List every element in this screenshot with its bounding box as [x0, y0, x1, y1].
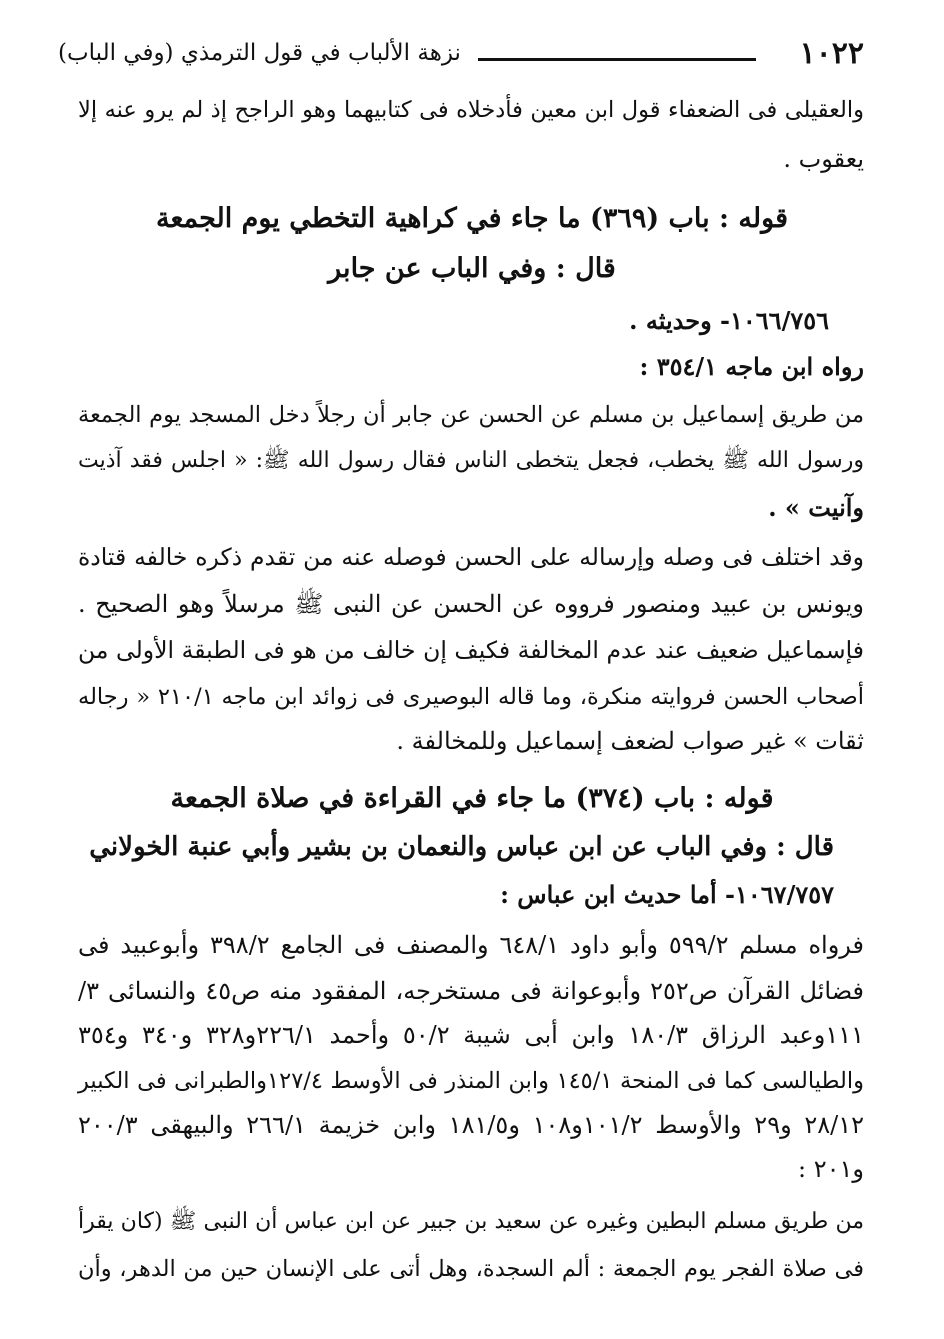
body-line: فرواه مسلم ٥٩٩/٢ وأبو داود ٦٤٨/١ والمصنف فى الجامع ٣٩٨/٢ وأبوعبيد فى — [78, 931, 865, 959]
page-header — [58, 34, 864, 74]
hadith-number: ١٠٦٧/٧٥٧- أما حديث ابن عباس : — [500, 880, 834, 909]
body-line: ٢٨/١٢ و٢٩ والأوسط ١٠١/٢و١٠٨ و١٨١/٥ وابن خزيمة ٢٦٦/١ والبيهقى ٢٠٠/٣ — [78, 1111, 864, 1139]
body-line: من طريق إسماعيل بن مسلم عن الحسن عن جابر أن رجلاً دخل المسجد يوم الجمعة — [78, 402, 864, 428]
body-line: فإسماعيل ضعيف عند عدم المخالفة فكيف إن خالف من هو فى الطبقة الأولى من — [78, 636, 864, 664]
section-subheading: قال : وفي الباب عن جابر — [328, 253, 616, 284]
section-heading: قوله : باب (٣٧٤) ما جاء في القراءة في صلاة الجمعة — [170, 783, 774, 814]
body-line: وقد اختلف فى وصله وإرساله على الحسن فوصله عنه من تقدم ذكره خالفه قتادة — [78, 543, 864, 571]
body-line: من طريق مسلم البطين وغيره عن سعيد بن جبير عن ابن عباس أن النبى ﷺ (كان يقرأ — [78, 1209, 864, 1234]
section-subheading: قال : وفي الباب عن ابن عباس والنعمان بن بشير وأبي عنبة الخولاني — [89, 832, 834, 862]
body-line: ثقات » غير صواب لضعف إسماعيل وللمخالفة . — [396, 727, 864, 755]
header-rule — [478, 58, 756, 61]
body-line: والطيالسى كما فى المنحة ١٤٥/١ وابن المنذر فى الأوسط ١٢٧/٤والطبرانى فى الكبير — [78, 1068, 864, 1094]
body-line: فى صلاة الفجر يوم الجمعة : ألم السجدة، وهل أتى على الإنسان حين من الدهر، وأن — [78, 1256, 864, 1282]
body-line: يعقوب . — [783, 145, 864, 173]
page-number: ١٠٢٢ — [799, 36, 864, 71]
hadith-number: ١٠٦٦/٧٥٦- وحديثه . — [629, 306, 829, 335]
body-line: ١١١وعبد الرزاق ١٨٠/٣ وابن أبى شيبة ٥٠/٢ وأحمد ٢٢٦/١و٣٢٨ و٣٤٠ و٣٥٤ — [78, 1021, 865, 1049]
body-line: و٢٠١ : — [798, 1155, 864, 1183]
body-line: ويونس بن عبيد ومنصور فرووه عن الحسن عن النبى ﷺ مرسلاً وهو الصحيح . — [78, 590, 864, 618]
body-line: والعقيلى فى الضعفاء قول ابن معين فأدخلاه فى كتابيهما وهو الراجح إذ لم يرو عنه إلا — [78, 97, 864, 123]
running-title: نزهة الألباب في قول الترمذي (وفي الباب) — [58, 40, 461, 66]
body-line: وآنيت » . — [768, 493, 864, 522]
body-line: فضائل القرآن ص٢٥٢ وأبوعوانة فى مستخرجه، المفقود منه ص٤٥ والنسائى ٣/ — [78, 977, 865, 1005]
section-heading: قوله : باب (٣٦٩) ما جاء في كراهية التخطي يوم الجمعة — [156, 203, 788, 234]
body-line: أصحاب الحسن فروايته منكرة، وما قاله البوصيرى فى زوائد ابن ماجه ٢١٠/١ « رجاله — [78, 684, 864, 710]
source-line: رواه ابن ماجه ٣٥٤/١ : — [639, 352, 864, 381]
body-line: ورسول الله ﷺ يخطب، فجعل يتخطى الناس فقال رسول الله ﷺ: « اجلس فقد آذيت — [78, 448, 864, 473]
